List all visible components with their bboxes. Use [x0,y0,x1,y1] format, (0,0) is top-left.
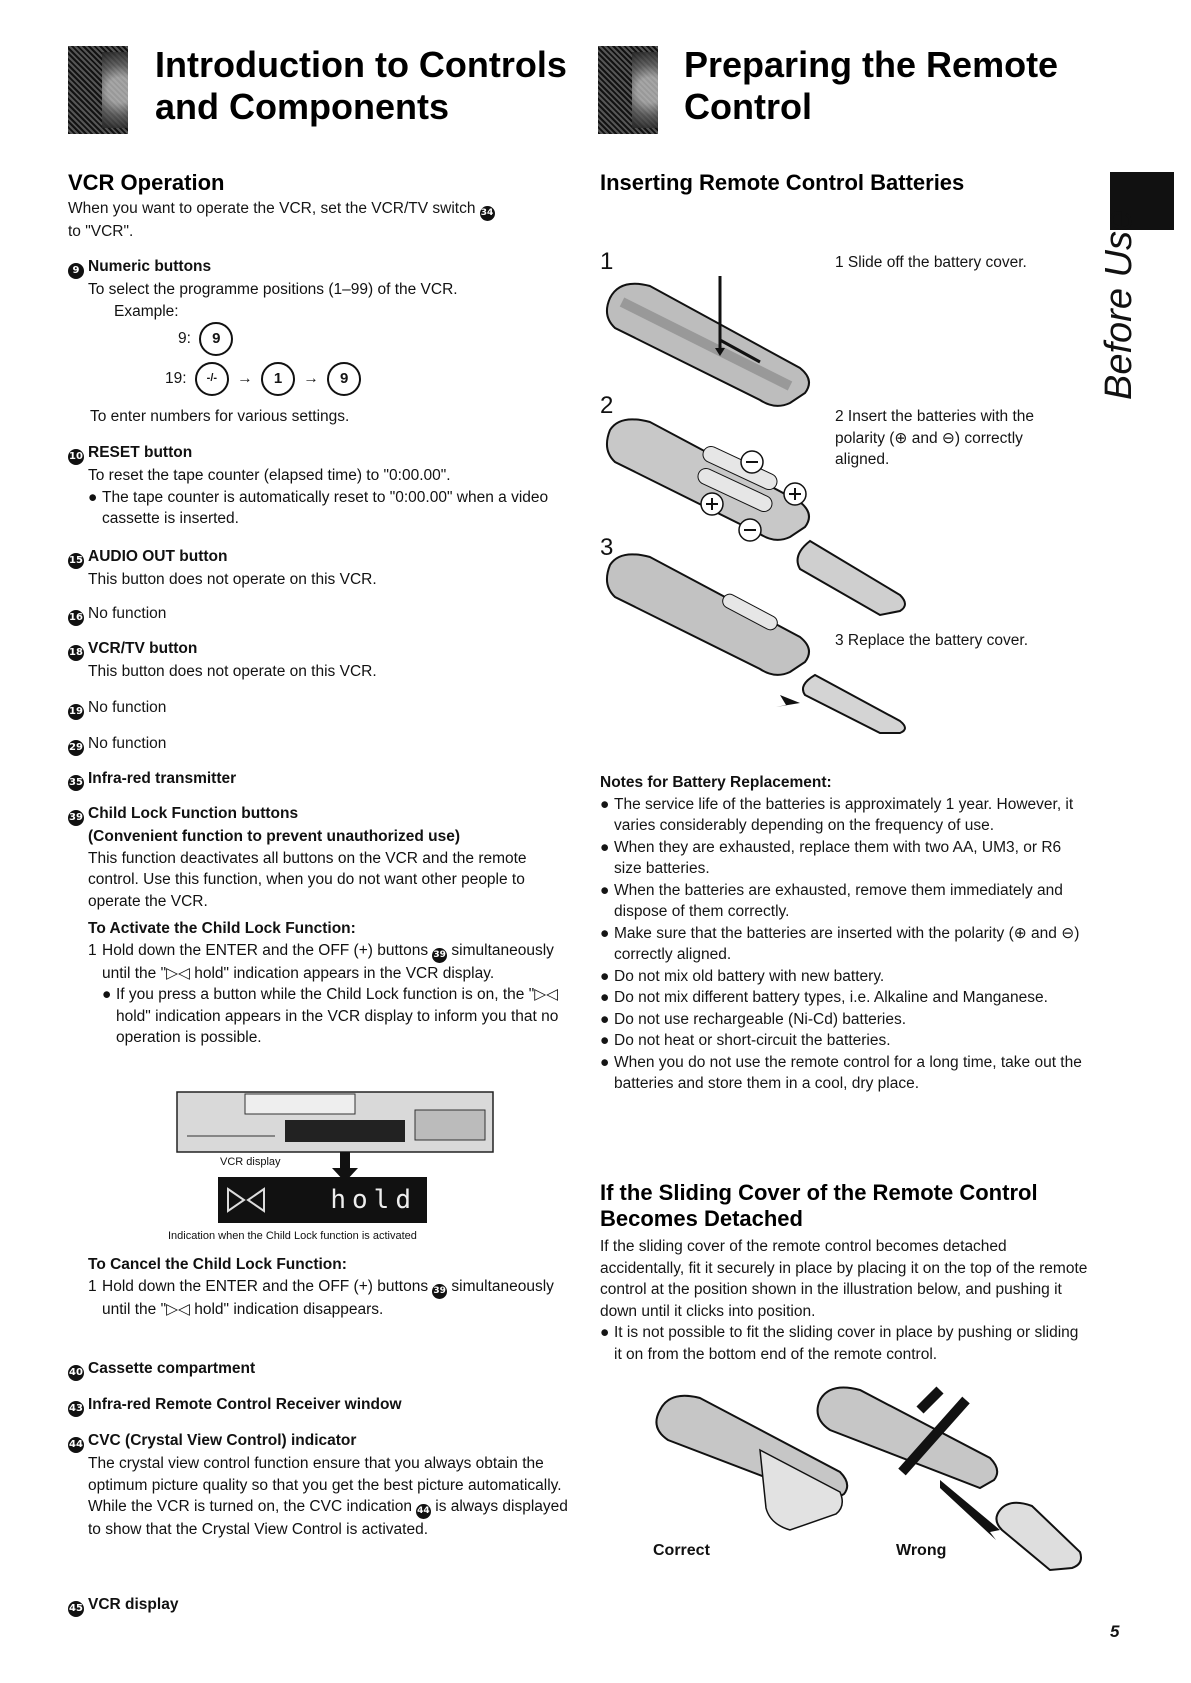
step-1-number: 1 [600,248,614,275]
chapter-marker-left [68,46,128,134]
no-function-16: 16 No function [68,603,568,626]
remote-step-3-illustration [600,535,920,735]
ref-number: 15 [68,553,84,569]
list-item: ● When the batteries are exhausted, remove them immediately and dispose of them correctly. [600,881,1063,920]
key-dash-icon: -/- [195,362,229,396]
vcr-front-illustration [175,1086,495,1186]
display-caption: Indication when the Child Lock function is activated [168,1230,417,1242]
numeric-buttons-item: 9 Numeric buttons To select the programme positions (1–99) of the VCR. Example: [68,256,568,322]
key-1-icon: 1 [261,362,295,396]
list-item: ● Do not mix old battery with new battery. [600,967,885,985]
sliding-cover-text: If the sliding cover of the remote control becomes detached accidentally, fit it securely in place by placing it on the top of the remote control at the position shown in the illustration below, and pushing it down until it clicks into position. ● It is not possible to fit the sliding cover in place by pushing or sliding it on from the bottom end of the remote control. [600,1238,1088,1363]
section-tab-label: Before Use [1098,209,1140,400]
vcr-operation-intro: When you want to operate the VCR, set the VCR/TV switch 34 to "VCR". [68,200,494,241]
ref-number: 19 [68,704,84,720]
title-line-2: and Components [155,86,449,127]
ref-number: 34 [480,206,495,221]
title-line-1: Preparing the Remote [684,44,1059,85]
list-item: ● When they are exhausted, replace them with two AA, UM3, or R6 size batteries. [600,838,1062,877]
cvc-item: 44 CVC (Crystal View Control) indicator The crystal view control function ensure that you always obtain the optimum picture quality so that you get the best picture automatically. While the VCR is turned on, the CVC indication 44 is always displayed to show that the Crystal View Control is activated. [69,1432,568,1539]
child-lock-symbol-icon [226,1187,266,1213]
reset-button-item: 10 RESET button To reset the tape counter (elapsed time) to "0:00.00". ● The tape counter is automatically reset to "0:00.00" when a video cassette is inserted. [69,444,549,527]
step-3-number: 3 [600,534,614,561]
ref-number: 39 [432,948,447,963]
key-9-icon: 9 [327,362,361,396]
ref-number: 16 [68,610,84,626]
arrow-icon: → [303,370,319,388]
page-title-right [684,44,1058,128]
no-function-19: 19 No function [68,697,568,720]
ref-number: 43 [68,1401,84,1417]
ref-number: 29 [68,740,84,756]
step-1-text: 1 Slide off the battery cover. [835,254,1027,271]
correct-label: Correct [653,1542,710,1559]
notes-list [600,794,1090,1095]
cancel-child-lock: To Cancel the Child Lock Function: 1 Hold down the ENTER and the OFF (+) buttons 39 simultaneously until the "▷◁ hold" indication disappears. [88,1256,554,1318]
ref-number: 45 [68,1601,84,1617]
ref-number: 35 [68,775,84,791]
step-2-text: 2 Insert the batteries with the polarity (⊕ and ⊖) correctly aligned. [835,408,1035,468]
list-item: ● When you do not use the remote control for a long time, take out the batteries and store them in a cool, dry place. [600,1053,1082,1092]
ref-number: 39 [432,1284,447,1299]
page-title-left [155,44,567,128]
key-9-icon: 9 [199,322,233,356]
page-number: 5 [1110,1622,1120,1641]
remote-step-2-illustration [600,410,830,550]
audio-out-item: 15 AUDIO OUT button This button does not operate on this VCR. [69,548,377,588]
vcr-tv-item: 18 VCR/TV button This button does not operate on this VCR. [69,640,377,680]
vcr-operation-heading: VCR Operation [68,170,225,195]
ref-number: 10 [68,449,84,465]
list-item: ● Do not use rechargeable (Ni-Cd) batteries. [600,1010,907,1028]
example-19: 19: -/- → 1 → 9 [165,362,365,396]
sliding-cover-heading: If the Sliding Cover of the Remote Control Becomes Detached [600,1180,1038,1231]
ir-receiver-item: 43 Infra-red Remote Control Receiver window [68,1394,568,1417]
ref-number: 9 [68,263,84,279]
title-line-2: Control [684,86,812,127]
cassette-item: 40 Cassette compartment [68,1358,568,1381]
list-item: ● Do not mix different battery types, i.e. Alkaline and Manganese. [600,989,1048,1006]
vcr-display-label: VCR display [220,1156,281,1168]
chapter-marker-right [598,46,658,134]
ref-number: 39 [68,810,84,826]
step-2-number: 2 [600,392,614,419]
infrared-transmitter-item: 35 Infra-red transmitter [68,768,568,791]
ref-number: 44 [68,1437,84,1453]
remote-step-1-illustration [600,268,830,418]
example-9: 9: 9 [178,322,237,356]
ref-number: 40 [68,1365,84,1381]
battery-notes: Notes for Battery Replacement: ● The service life of the batteries is approximately 1 year. However, it varies considerably depending on the frequency of use. ● When they are exhausted, replace them with two AA, UM3, or R6 size batteries. ● When the batteries are exhausted, remove them immediately and dispose of them correctly. ● Make sure that the batteries are inserted with the polarity (⊕ and ⊖) correctly aligned. ● Do not mix old battery with new battery. ● Do not mix different battery types, i.e. Alkaline and Manganese. ● Do not use rechargeable (Ni-Cd) batteries. ● Do not heat or short-circuit the batteries. ● When you do not use the remote control for a long time, take out the batteries and store them in a cool, dry place. [600,772,1090,1095]
list-item: ● Do not heat or short-circuit the batteries. [600,1032,891,1049]
numeric-note: To enter numbers for various settings. [90,408,350,425]
list-item: ● Make sure that the batteries are inserted with the polarity (⊕ and ⊖) correctly aligned. [600,924,1080,963]
wrong-label: Wrong [896,1542,947,1559]
list-item: ● The service life of the batteries is approximately 1 year. However, it varies considerably depending on the frequency of use. [600,795,1074,834]
ref-number: 44 [416,1504,431,1519]
step-3-text: 3 Replace the battery cover. [835,632,1029,649]
child-lock-item: 39 Child Lock Function buttons (Convenient function to prevent unauthorized use) This function deactivates all buttons on the VCR and the remote control. Use this function, when you do not want other people to operate the VCR. To Activate the Child Lock Function: 1 Hold down the ENTER and the OFF (+) buttons 39 simultaneously until the "▷◁ hold" indication appears in the VCR display. ● If you press a button while the Child Lock function is on, the "▷◁ hold" indication appears in the VCR display to inform you that no operation is possible. [69,805,559,1047]
batteries-heading: Inserting Remote Control Batteries [600,170,965,195]
vcr-display-item: 45 VCR display [68,1594,568,1617]
title-line-1: Introduction to Controls [155,44,567,85]
no-function-29: 29 No function [68,733,568,756]
vcr-display-panel [218,1177,427,1223]
hold-text: hold [330,1185,417,1215]
arrow-icon: → [237,370,253,388]
ref-number: 18 [68,645,84,661]
